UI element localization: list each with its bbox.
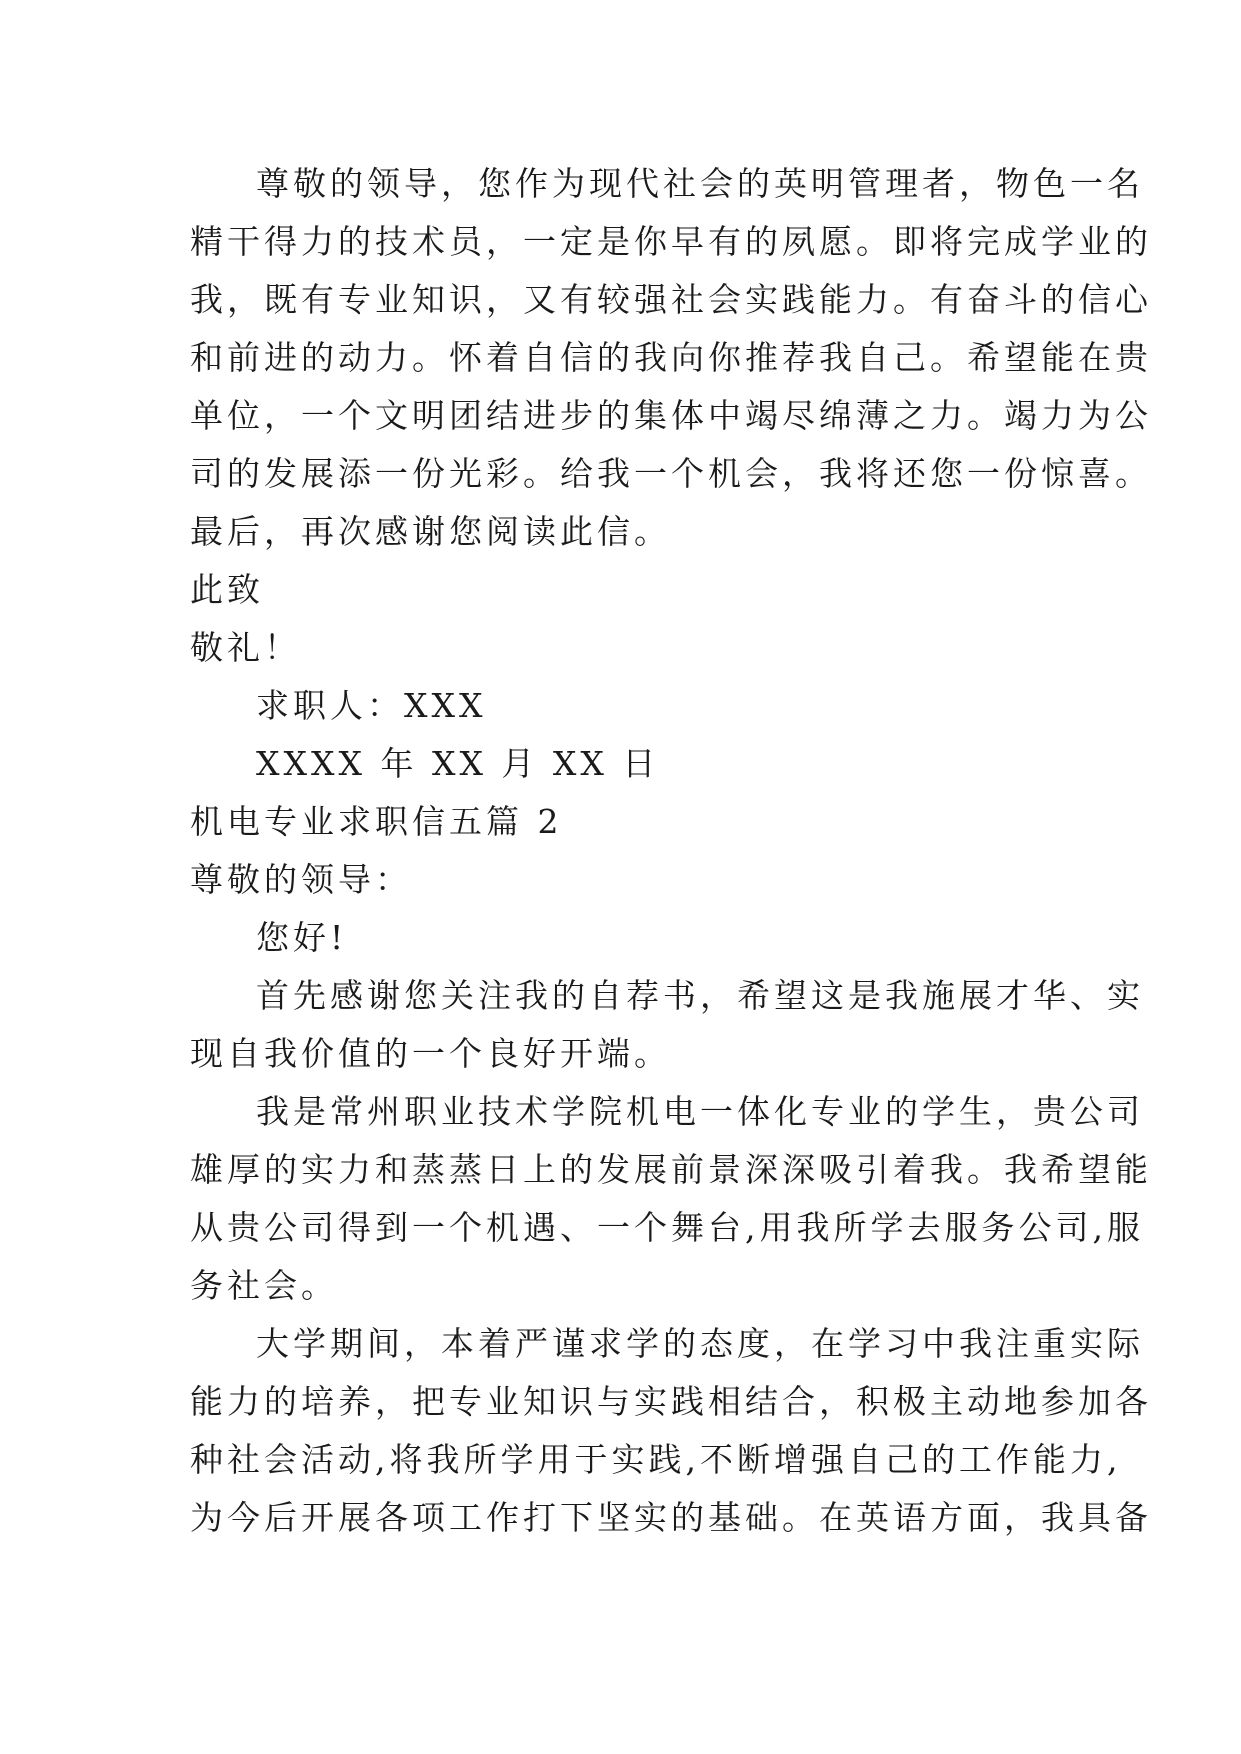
letter-greeting: 尊敬的领导：	[190, 860, 412, 899]
paragraph-line: 为今后开展各项工作打下坚实的基础。在英语方面，我具备	[190, 1498, 1152, 1537]
closing-regards: 敬礼！	[190, 628, 301, 667]
paragraph-line: 首先感谢您关注我的自荐书，希望这是我施展才华、实	[256, 976, 1144, 1015]
paragraph-line: 单位，一个文明团结进步的集体中竭尽绵薄之力。竭力为公	[190, 396, 1152, 435]
paragraph-line: 能力的培养，把专业知识与实践相结合，积极主动地参加各	[190, 1382, 1152, 1421]
paragraph-line: 我，既有专业知识，又有较强社会实践能力。有奋斗的信心	[190, 280, 1152, 319]
paragraph-line: 我是常州职业技术学院机电一体化专业的学生，贵公司	[256, 1092, 1144, 1131]
paragraph-line: 精干得力的技术员，一定是你早有的夙愿。即将完成学业的	[190, 222, 1152, 261]
paragraph-line: 尊敬的领导，您作为现代社会的英明管理者，物色一名	[256, 164, 1144, 203]
signature-name: 求职人：XXX	[256, 686, 487, 725]
paragraph-line: 务社会。	[190, 1266, 338, 1305]
section-title: 机电专业求职信五篇 2	[190, 802, 563, 841]
paragraph-line: 种社会活动,将我所学用于实践,不断增强自己的工作能力,	[190, 1440, 1122, 1479]
closing-salutation: 此致	[190, 570, 264, 609]
letter-hello: 您好!	[256, 918, 348, 957]
paragraph-line: 现自我价值的一个良好开端。	[190, 1034, 671, 1073]
paragraph-line: 从贵公司得到一个机遇、一个舞台,用我所学去服务公司,服	[190, 1208, 1144, 1247]
paragraph-line: 最后，再次感谢您阅读此信。	[190, 512, 671, 551]
signature-date: XXXX 年 XX 月 XX 日	[256, 744, 660, 783]
paragraph-line: 和前进的动力。怀着自信的我向你推荐我自己。希望能在贵	[190, 338, 1152, 377]
paragraph-line: 司的发展添一份光彩。给我一个机会，我将还您一份惊喜。	[190, 454, 1152, 493]
paragraph-line: 大学期间，本着严谨求学的态度，在学习中我注重实际	[256, 1324, 1144, 1363]
paragraph-line: 雄厚的实力和蒸蒸日上的发展前景深深吸引着我。我希望能	[190, 1150, 1152, 1189]
